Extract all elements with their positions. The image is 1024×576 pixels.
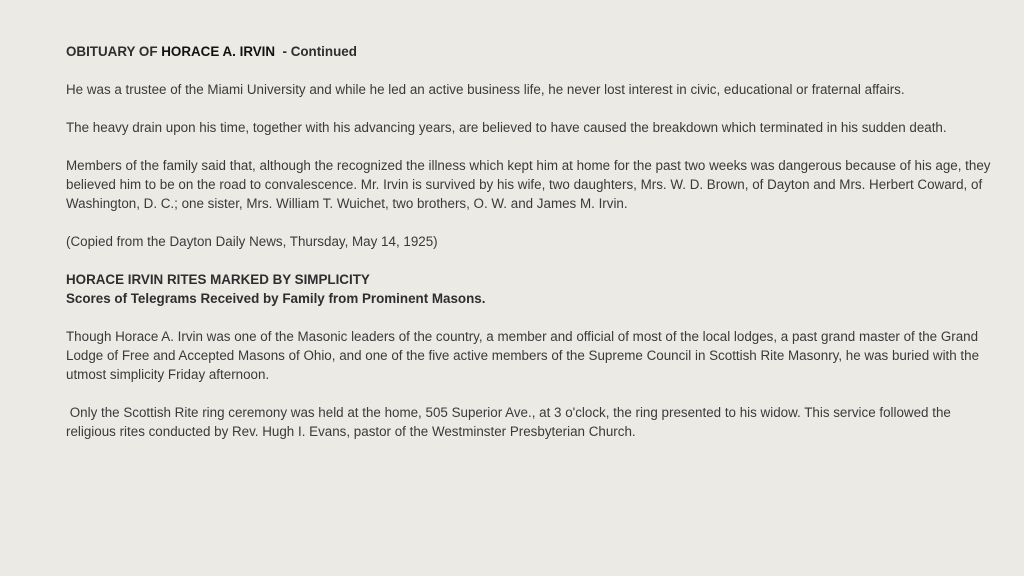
title-suffix: - Continued [275, 44, 357, 59]
section-heading: HORACE IRVIN RITES MARKED BY SIMPLICITY [66, 272, 370, 287]
paragraph-heavy-drain: The heavy drain upon his time, together with his advancing years, are believed to have caused the breakdown which terminated in his sudden death. [66, 120, 947, 135]
paragraph-family: Members of the family said that, although the recognized the illness which kept him at home for the past two weeks was dangerous because of his age, they believed him to be on the road to convalescence. Mr. Irvin is survived by his wife, two daughters, Mrs. W. D. Brown, of Dayton and Mrs. Herbert Coward, of Washington, D. C.; one sister, Mrs. William T. Wuichet, two brothers, O. W. and James M. Irvin. [66, 158, 991, 211]
paragraph-masonic-leader: Though Horace A. Irvin was one of the Masonic leaders of the country, a member and official of most of the local lodges, a past grand master of the Grand Lodge of Free and Accepted Masons of Ohio, and one of the five active members of the Supreme Council in Scottish Rite Masonry, he was buried with the utmost simplicity Friday afternoon. [66, 329, 980, 382]
paragraph-source-citation: (Copied from the Dayton Daily News, Thursday, May 14, 1925) [66, 234, 438, 249]
section-subheading: Scores of Telegrams Received by Family from Prominent Masons. [66, 291, 486, 306]
paragraph-trustee: He was a trustee of the Miami University and while he led an active business life, he never lost interest in civic, educational or fraternal affairs. [66, 82, 905, 97]
paragraph-ring-ceremony: Only the Scottish Rite ring ceremony was held at the home, 505 Superior Ave., at 3 o'clock, the ring presented to his widow. This service followed the religious rites conducted by Rev. Hugh I. Evans, pastor of the Westminster Presbyterian Church. [66, 405, 955, 439]
title-prefix: OBITUARY OF [66, 44, 162, 59]
title-name: HORACE A. IRVIN [161, 44, 276, 59]
slide-content [66, 42, 996, 460]
document-title [66, 42, 996, 61]
